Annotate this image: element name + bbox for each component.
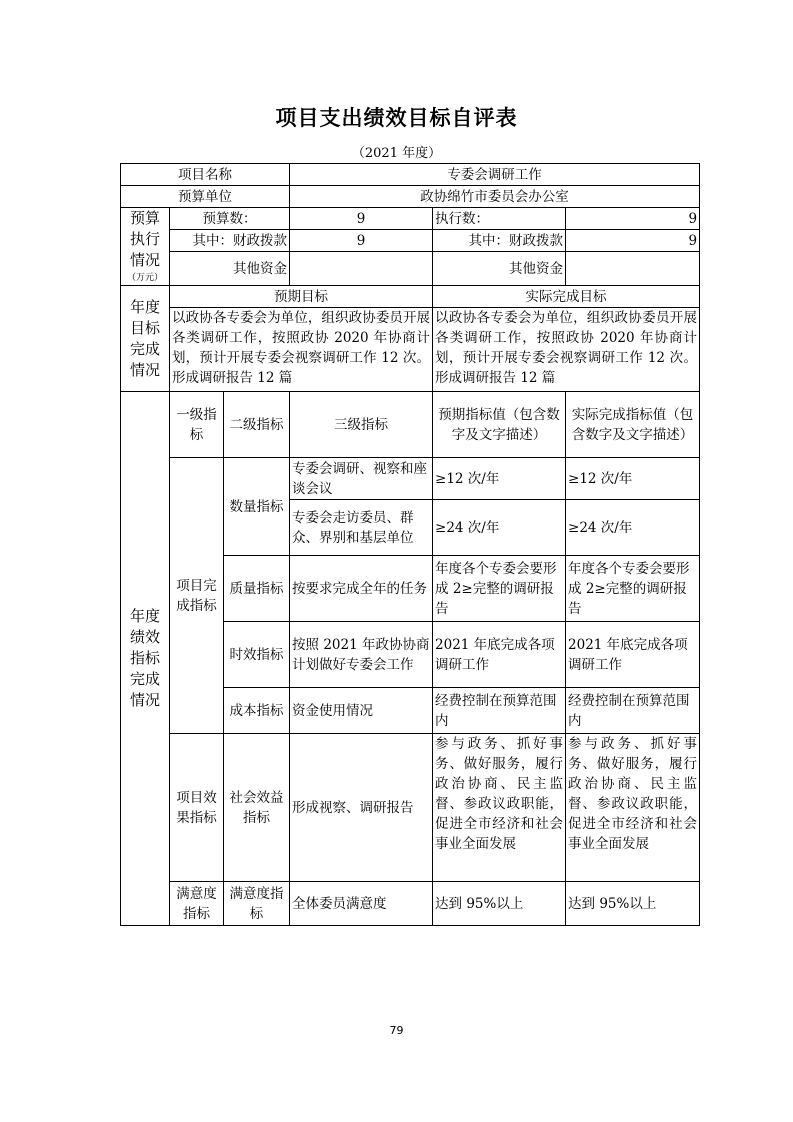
other-funds-budget bbox=[290, 252, 433, 286]
indicator-actual: 达到 95%以上 bbox=[566, 882, 700, 926]
fiscal-allocation-exec: 9 bbox=[566, 230, 700, 252]
other-funds-label: 其他资金 bbox=[170, 252, 290, 286]
indicator-expected: ≥24 次/年 bbox=[433, 500, 566, 556]
budget-unit-row bbox=[121, 186, 700, 208]
indicator-actual: 2021 年底完成各项调研工作 bbox=[566, 622, 700, 688]
indicators-header-row bbox=[121, 392, 700, 458]
quality-indicator-label: 质量指标 bbox=[224, 556, 290, 622]
budget-amount-label: 预算数： bbox=[170, 208, 290, 230]
fiscal-row bbox=[121, 230, 700, 252]
fiscal-allocation-label: 其中：财政拨款 bbox=[170, 230, 290, 252]
other-funds-exec bbox=[566, 252, 700, 286]
indicator-name: 专委会调研、视察和座谈会议 bbox=[290, 458, 433, 500]
level3-indicator-header: 三级指标 bbox=[290, 392, 433, 458]
other-funds-row bbox=[121, 252, 700, 286]
budget-unit-value: 政协绵竹市委员会办公室 bbox=[290, 186, 700, 208]
budget-execution-label: 预算执行情况 bbox=[129, 209, 160, 269]
cost-indicator-label: 成本指标 bbox=[224, 688, 290, 734]
budget-amount-value: 9 bbox=[290, 208, 433, 230]
indicator-expected: 经费控制在预算范围内 bbox=[433, 688, 566, 734]
indicator-name: 资金使用情况 bbox=[290, 688, 433, 734]
expected-goal-text: 以政协各专委会为单位，组织政协委员开展各类调研工作，按照政协 2020 年协商计划，预计开展专委会视察调研工作 12 次。形成调研报告 12 篇 bbox=[170, 308, 433, 392]
fiscal-allocation-exec-label: 其中：财政拨款 bbox=[433, 230, 566, 252]
expected-value-header: 预期指标值（包含数字及文字描述） bbox=[433, 392, 566, 458]
indicator-actual: 经费控制在预算范围内 bbox=[566, 688, 700, 734]
page-number: 79 bbox=[389, 1024, 404, 1037]
project-effect-indicator-label: 项目效果指标 bbox=[170, 734, 224, 882]
budget-unit-note: （万元） bbox=[126, 273, 163, 283]
indicator-actual: 参与政务、抓好事务、做好服务，履行政治协商、民主监督、参政议政职能，促进全市经济和社会事业全面发展 bbox=[566, 734, 700, 882]
goals-header-row bbox=[121, 286, 700, 308]
table-row bbox=[121, 458, 700, 500]
indicator-expected: 参与政务、抓好事务、做好服务，履行政治协商、民主监督、参政议政职能，促进全市经济和社会事业全面发展 bbox=[433, 734, 566, 882]
year-line: （2021 年度） bbox=[351, 146, 442, 161]
performance-indicators-section-label: 年度绩效指标完成情况 bbox=[121, 392, 170, 926]
budget-unit-label: 预算单位 bbox=[121, 186, 290, 208]
satisfaction-indicator-label: 满意度指标 bbox=[224, 882, 290, 926]
project-name-label: 项目名称 bbox=[121, 164, 290, 186]
budget-execution-section-label bbox=[121, 208, 170, 286]
level2-indicator-header: 二级指标 bbox=[224, 392, 290, 458]
expected-goal-header: 预期目标 bbox=[170, 286, 433, 308]
goals-text-row bbox=[121, 308, 700, 392]
indicator-name: 全体委员满意度 bbox=[290, 882, 433, 926]
table-row bbox=[121, 882, 700, 926]
actual-value-header: 实际完成指标值（包含数字及文字描述） bbox=[566, 392, 700, 458]
execution-amount-label: 执行数： bbox=[433, 208, 566, 230]
satisfaction-group-label: 满意度指标 bbox=[170, 882, 224, 926]
budget-row bbox=[121, 208, 700, 230]
indicator-name: 专委会走访委员、群众、界别和基层单位 bbox=[290, 500, 433, 556]
indicator-name: 按要求完成全年的任务 bbox=[290, 556, 433, 622]
fiscal-allocation-budget: 9 bbox=[290, 230, 433, 252]
actual-goal-text: 以政协各专委会为单位，组织政协委员开展各类调研工作，按照政协 2020 年协商计划，预计开展专委会视察调研工作 12 次。形成调研报告 12 篇 bbox=[433, 308, 700, 392]
indicator-expected: ≥12 次/年 bbox=[433, 458, 566, 500]
project-name-row bbox=[121, 164, 700, 186]
timeliness-indicator-label: 时效指标 bbox=[224, 622, 290, 688]
actual-goal-header: 实际完成目标 bbox=[433, 286, 700, 308]
indicator-name: 形成视察、调研报告 bbox=[290, 734, 433, 882]
level1-indicator-header: 一级指标 bbox=[170, 392, 224, 458]
project-name-value: 专委会调研工作 bbox=[290, 164, 700, 186]
self-evaluation-table bbox=[120, 163, 700, 926]
indicator-actual: ≥24 次/年 bbox=[566, 500, 700, 556]
quantity-indicator-label: 数量指标 bbox=[224, 458, 290, 556]
indicator-expected: 达到 95%以上 bbox=[433, 882, 566, 926]
indicator-actual: 年度各个专委会要形成 2≥完整的调研报告 bbox=[566, 556, 700, 622]
annual-goals-section-label: 年度目标完成情况 bbox=[121, 286, 170, 392]
indicator-expected: 2021 年底完成各项调研工作 bbox=[433, 622, 566, 688]
social-benefit-indicator-label: 社会效益指标 bbox=[224, 734, 290, 882]
execution-amount-value: 9 bbox=[566, 208, 700, 230]
indicator-actual: ≥12 次/年 bbox=[566, 458, 700, 500]
table-row bbox=[121, 734, 700, 882]
other-funds-exec-label: 其他资金 bbox=[433, 252, 566, 286]
indicator-expected: 年度各个专委会要形成 2≥完整的调研报告 bbox=[433, 556, 566, 622]
indicator-name: 按照 2021 年政协协商计划做好专委会工作 bbox=[290, 622, 433, 688]
page-title: 项目支出绩效目标自评表 bbox=[275, 106, 518, 130]
project-completion-indicator-label: 项目完成指标 bbox=[170, 458, 224, 734]
